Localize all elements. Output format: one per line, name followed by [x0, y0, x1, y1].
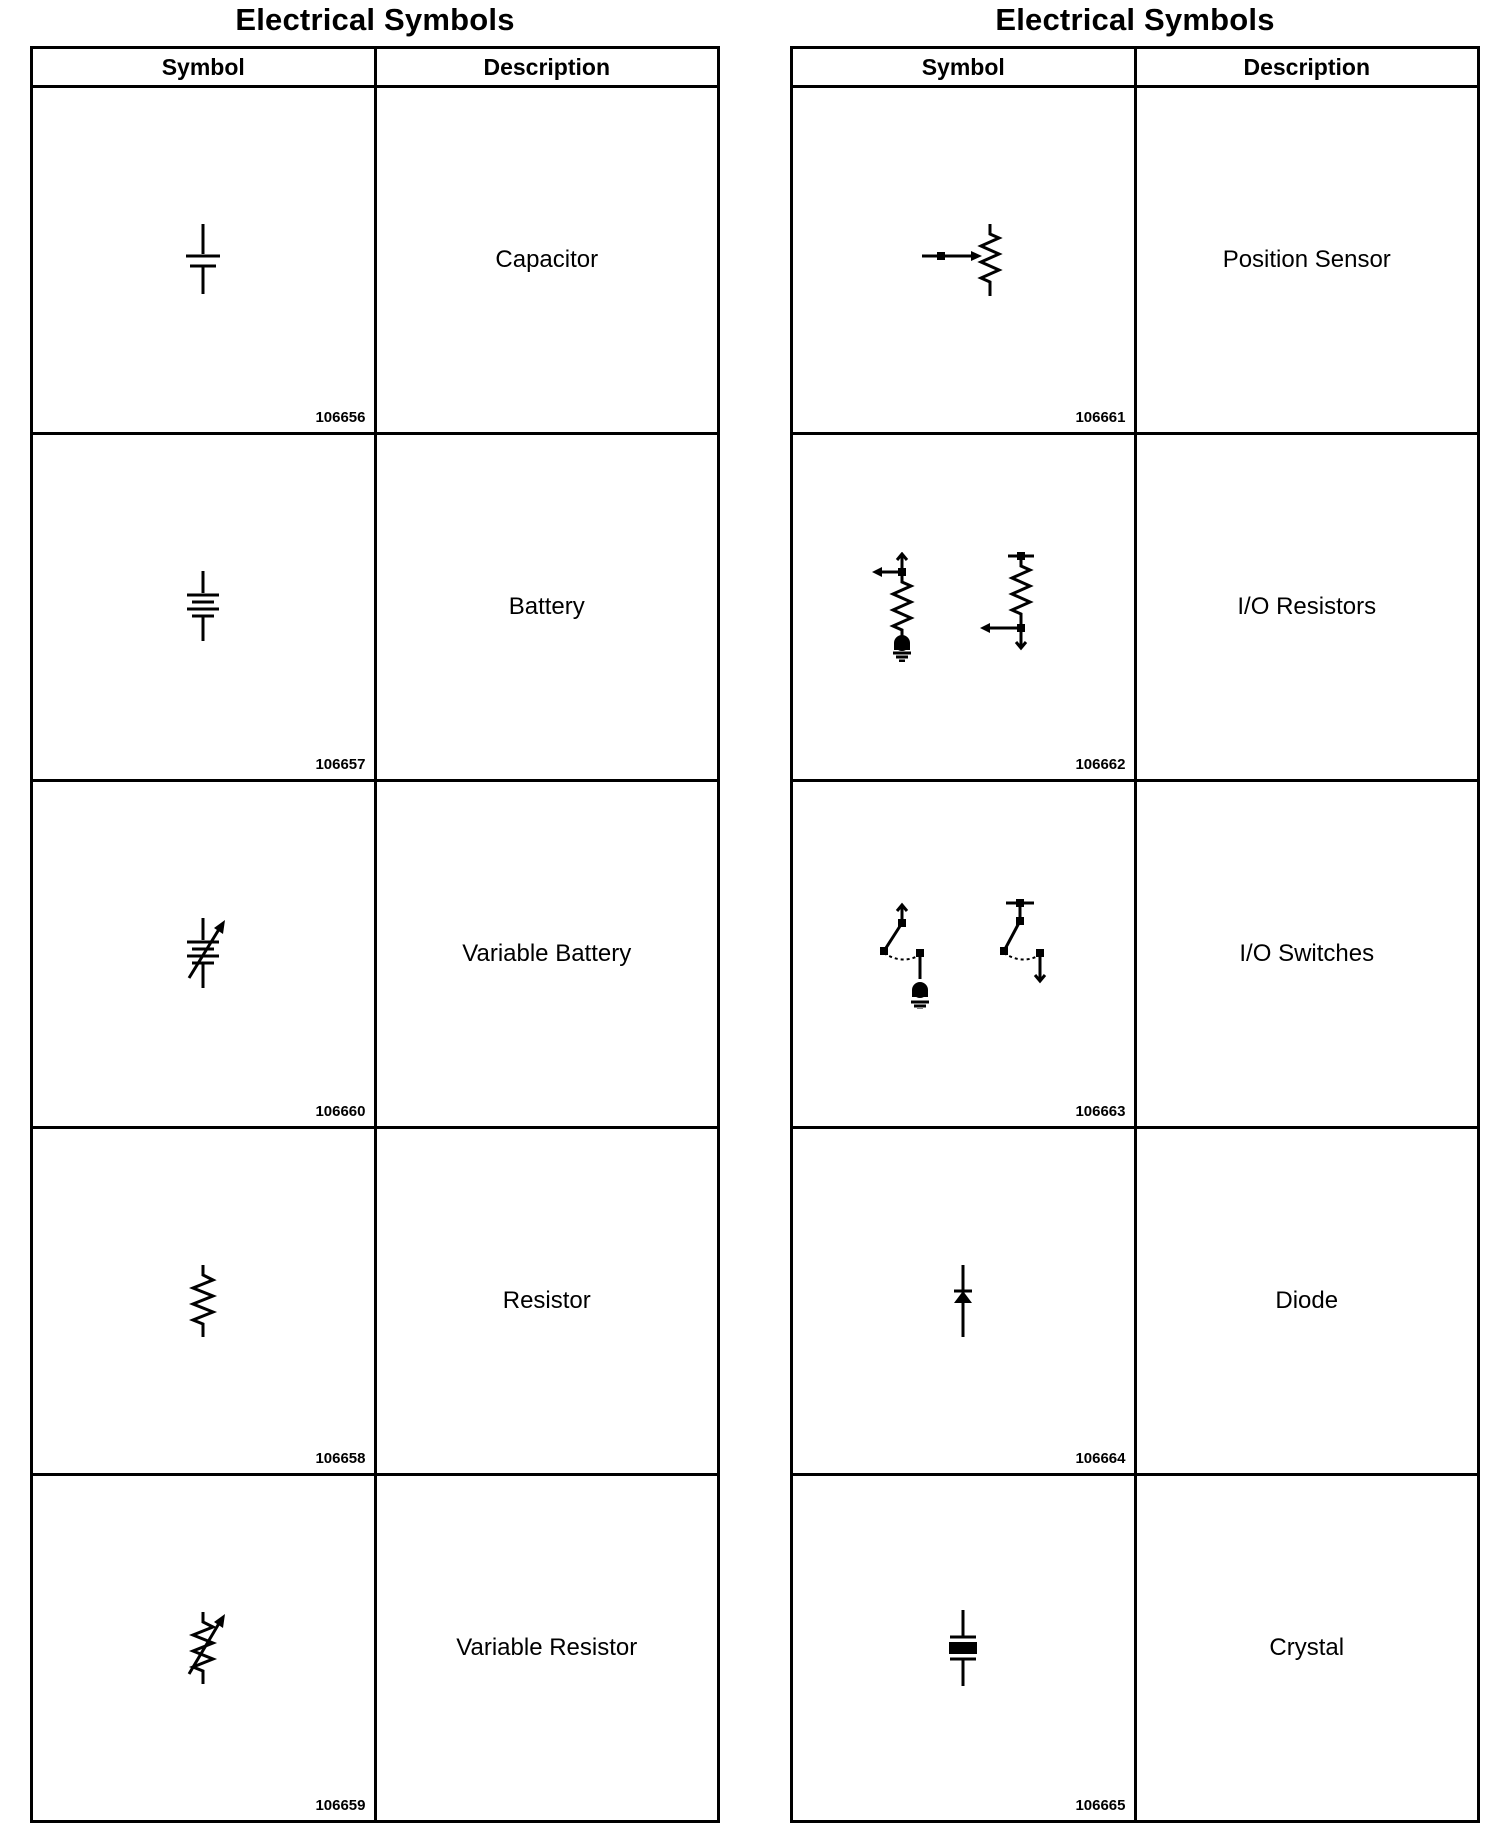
variable-resistor-icon [173, 1608, 233, 1688]
left-symbol-table [30, 46, 720, 1823]
symbol-cell [32, 1128, 376, 1475]
table-row [32, 1128, 719, 1475]
table-row [792, 1475, 1479, 1822]
right-table-title: Electrical Symbols [995, 2, 1275, 37]
table-row [32, 781, 719, 1128]
capacitor-icon [173, 220, 233, 300]
symbol-cell [32, 781, 376, 1128]
description-cell: Crystal [1135, 1475, 1479, 1822]
description-cell: Variable Battery [375, 781, 719, 1128]
variable-battery-icon [173, 914, 233, 994]
table-row [32, 87, 719, 434]
symbol-code: 106663 [1075, 1103, 1126, 1120]
symbol-code: 106656 [315, 409, 366, 426]
description-cell: Position Sensor [1135, 87, 1479, 434]
symbol-column-header: Symbol [32, 48, 376, 87]
symbol-code: 106665 [1075, 1797, 1126, 1814]
table-header-row [792, 48, 1479, 87]
symbol-cell [32, 434, 376, 781]
symbol-cell [32, 87, 376, 434]
symbol-code: 106662 [1075, 756, 1126, 773]
description-cell: Variable Resistor [375, 1475, 719, 1822]
description-cell: Diode [1135, 1128, 1479, 1475]
symbol-code: 106660 [315, 1103, 366, 1120]
io-resistors-icon [868, 552, 1058, 662]
right-symbol-table [790, 46, 1480, 1823]
crystal-icon [933, 1608, 993, 1688]
description-cell: I/O Switches [1135, 781, 1479, 1128]
table-row [32, 1475, 719, 1822]
table-row [32, 434, 719, 781]
symbol-column-header: Symbol [792, 48, 1136, 87]
resistor-icon [173, 1261, 233, 1341]
description-cell: Capacitor [375, 87, 719, 434]
symbol-code: 106658 [315, 1450, 366, 1467]
table-row [792, 781, 1479, 1128]
table-row [792, 434, 1479, 781]
symbol-code: 106661 [1075, 409, 1126, 426]
battery-icon [173, 567, 233, 647]
description-column-header: Description [375, 48, 719, 87]
description-cell: I/O Resistors [1135, 434, 1479, 781]
symbol-cell [792, 87, 1136, 434]
symbol-code: 106657 [315, 756, 366, 773]
diode-icon [933, 1261, 993, 1341]
symbol-cell [792, 781, 1136, 1128]
symbol-cell [792, 434, 1136, 781]
description-cell: Resistor [375, 1128, 719, 1475]
symbol-code: 106659 [315, 1797, 366, 1814]
description-column-header: Description [1135, 48, 1479, 87]
position-sensor-icon [918, 220, 1008, 300]
io-switches-icon [868, 899, 1058, 1009]
description-cell: Battery [375, 434, 719, 781]
symbol-code: 106664 [1075, 1450, 1126, 1467]
symbol-cell [792, 1475, 1136, 1822]
table-row [792, 1128, 1479, 1475]
table-header-row [32, 48, 719, 87]
symbol-cell [32, 1475, 376, 1822]
left-table-title: Electrical Symbols [235, 2, 515, 37]
table-row [792, 87, 1479, 434]
symbol-cell [792, 1128, 1136, 1475]
